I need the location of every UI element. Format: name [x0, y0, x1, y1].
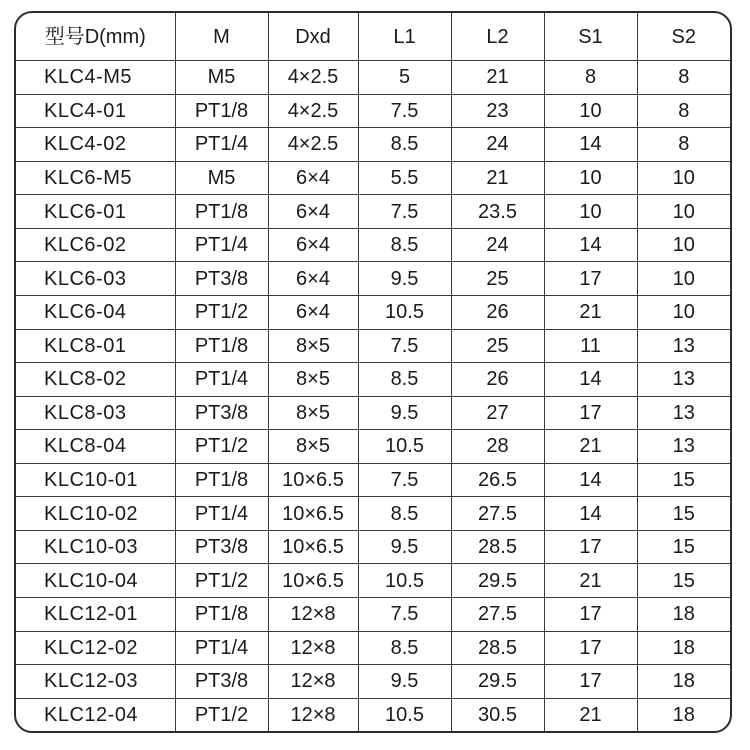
cell-dxd: 6×4	[268, 262, 358, 296]
cell-s1: 10	[544, 161, 637, 195]
cell-dxd: 10×6.5	[268, 463, 358, 497]
cell-model: KLC8-03	[16, 396, 175, 430]
cell-m: PT1/8	[175, 195, 268, 229]
cell-l1: 9.5	[358, 262, 451, 296]
cell-s2: 10	[637, 161, 730, 195]
cell-model: KLC4-01	[16, 94, 175, 128]
cell-l2: 27.5	[451, 598, 544, 632]
cell-l2: 28.5	[451, 631, 544, 665]
cell-s2: 15	[637, 463, 730, 497]
table-row	[16, 463, 730, 497]
cell-s2: 8	[637, 128, 730, 162]
cell-l1: 8.5	[358, 631, 451, 665]
cell-s2: 13	[637, 363, 730, 397]
cell-s1: 14	[544, 228, 637, 262]
cell-model: KLC10-01	[16, 463, 175, 497]
cell-s1: 14	[544, 497, 637, 531]
cell-model: KLC6-M5	[16, 161, 175, 195]
cell-s1: 17	[544, 598, 637, 632]
table-row	[16, 295, 730, 329]
cell-l2: 25	[451, 329, 544, 363]
cell-m: PT1/4	[175, 363, 268, 397]
cell-dxd: 6×4	[268, 295, 358, 329]
cell-m: PT1/4	[175, 128, 268, 162]
table-row	[16, 396, 730, 430]
cell-s2: 15	[637, 530, 730, 564]
cell-s1: 17	[544, 665, 637, 699]
cell-m: PT1/4	[175, 228, 268, 262]
table-row	[16, 665, 730, 699]
cell-s2: 13	[637, 430, 730, 464]
table-row	[16, 161, 730, 195]
cell-s1: 17	[544, 262, 637, 296]
cell-l1: 8.5	[358, 497, 451, 531]
cell-l2: 28	[451, 430, 544, 464]
cell-model: KLC12-01	[16, 598, 175, 632]
cell-s2: 18	[637, 631, 730, 665]
cell-s1: 17	[544, 396, 637, 430]
cell-l1: 8.5	[358, 128, 451, 162]
cell-s2: 13	[637, 329, 730, 363]
cell-model: KLC4-02	[16, 128, 175, 162]
cell-l1: 7.5	[358, 463, 451, 497]
table-body	[16, 61, 730, 732]
cell-s2: 8	[637, 94, 730, 128]
header-m: M	[175, 13, 268, 61]
cell-l1: 7.5	[358, 195, 451, 229]
cell-dxd: 12×8	[268, 631, 358, 665]
cell-m: PT1/8	[175, 329, 268, 363]
cell-model: KLC6-03	[16, 262, 175, 296]
cell-m: PT1/2	[175, 295, 268, 329]
cell-l2: 26	[451, 295, 544, 329]
cell-l1: 5.5	[358, 161, 451, 195]
cell-s1: 10	[544, 94, 637, 128]
cell-model: KLC12-03	[16, 665, 175, 699]
cell-l1: 10.5	[358, 564, 451, 598]
cell-l1: 9.5	[358, 530, 451, 564]
table-row	[16, 497, 730, 531]
cell-s1: 21	[544, 698, 637, 731]
cell-dxd: 8×5	[268, 430, 358, 464]
cell-m: PT1/2	[175, 698, 268, 731]
cell-s1: 10	[544, 195, 637, 229]
cell-s2: 15	[637, 564, 730, 598]
cell-model: KLC8-02	[16, 363, 175, 397]
cell-s1: 21	[544, 295, 637, 329]
cell-l1: 9.5	[358, 665, 451, 699]
cell-s1: 8	[544, 61, 637, 95]
cell-dxd: 10×6.5	[268, 530, 358, 564]
cell-s2: 10	[637, 228, 730, 262]
cell-l1: 10.5	[358, 430, 451, 464]
cell-l2: 28.5	[451, 530, 544, 564]
cell-m: PT1/2	[175, 564, 268, 598]
cell-s1: 21	[544, 564, 637, 598]
cell-model: KLC6-02	[16, 228, 175, 262]
header-s1: S1	[544, 13, 637, 61]
cell-l2: 24	[451, 128, 544, 162]
cell-model: KLC10-03	[16, 530, 175, 564]
cell-l1: 10.5	[358, 295, 451, 329]
cell-dxd: 4×2.5	[268, 61, 358, 95]
cell-l2: 29.5	[451, 665, 544, 699]
cell-m: PT3/8	[175, 530, 268, 564]
cell-model: KLC6-01	[16, 195, 175, 229]
cell-m: M5	[175, 161, 268, 195]
cell-m: PT3/8	[175, 396, 268, 430]
table-row	[16, 329, 730, 363]
cell-m: PT1/8	[175, 463, 268, 497]
cell-s1: 11	[544, 329, 637, 363]
cell-model: KLC8-01	[16, 329, 175, 363]
cell-dxd: 8×5	[268, 329, 358, 363]
table-row	[16, 262, 730, 296]
cell-dxd: 12×8	[268, 698, 358, 731]
cell-l1: 8.5	[358, 363, 451, 397]
cell-model: KLC6-04	[16, 295, 175, 329]
cell-s2: 18	[637, 598, 730, 632]
cell-dxd: 6×4	[268, 228, 358, 262]
table-row	[16, 128, 730, 162]
table-row	[16, 698, 730, 731]
cell-m: M5	[175, 61, 268, 95]
header-s2: S2	[637, 13, 730, 61]
cell-dxd: 10×6.5	[268, 564, 358, 598]
cell-dxd: 10×6.5	[268, 497, 358, 531]
cell-m: PT3/8	[175, 665, 268, 699]
cell-dxd: 4×2.5	[268, 128, 358, 162]
cell-dxd: 12×8	[268, 665, 358, 699]
cell-l2: 24	[451, 228, 544, 262]
cell-l2: 30.5	[451, 698, 544, 731]
cell-l1: 9.5	[358, 396, 451, 430]
cell-s2: 18	[637, 665, 730, 699]
cell-dxd: 4×2.5	[268, 94, 358, 128]
cell-m: PT1/4	[175, 497, 268, 531]
spec-table-frame	[14, 11, 732, 733]
table-row	[16, 94, 730, 128]
cell-s2: 13	[637, 396, 730, 430]
table-row	[16, 61, 730, 95]
header-row	[16, 13, 730, 61]
cell-m: PT1/8	[175, 598, 268, 632]
cell-m: PT1/8	[175, 94, 268, 128]
cell-model: KLC12-04	[16, 698, 175, 731]
cell-s2: 10	[637, 262, 730, 296]
table-row	[16, 195, 730, 229]
cell-l2: 21	[451, 61, 544, 95]
cell-l1: 10.5	[358, 698, 451, 731]
cell-s2: 8	[637, 61, 730, 95]
cell-model: KLC12-02	[16, 631, 175, 665]
header-model: 型号D(mm)	[16, 13, 175, 61]
cell-model: KLC4-M5	[16, 61, 175, 95]
cell-s2: 10	[637, 295, 730, 329]
header-l1: L1	[358, 13, 451, 61]
cell-dxd: 6×4	[268, 195, 358, 229]
cell-s1: 14	[544, 463, 637, 497]
cell-l2: 23	[451, 94, 544, 128]
table-row	[16, 363, 730, 397]
cell-s2: 10	[637, 195, 730, 229]
cell-l1: 7.5	[358, 329, 451, 363]
cell-model: KLC10-02	[16, 497, 175, 531]
header-l2: L2	[451, 13, 544, 61]
cell-model: KLC8-04	[16, 430, 175, 464]
table-row	[16, 430, 730, 464]
cell-l1: 5	[358, 61, 451, 95]
cell-l2: 26.5	[451, 463, 544, 497]
table-row	[16, 598, 730, 632]
cell-m: PT1/4	[175, 631, 268, 665]
table-row	[16, 530, 730, 564]
cell-l2: 26	[451, 363, 544, 397]
spec-table	[16, 13, 730, 731]
cell-model: KLC10-04	[16, 564, 175, 598]
cell-l1: 7.5	[358, 94, 451, 128]
cell-s1: 14	[544, 128, 637, 162]
cell-s1: 17	[544, 530, 637, 564]
cell-s2: 15	[637, 497, 730, 531]
cell-s2: 18	[637, 698, 730, 731]
cell-m: PT1/2	[175, 430, 268, 464]
cell-l2: 23.5	[451, 195, 544, 229]
cell-s1: 14	[544, 363, 637, 397]
cell-l2: 29.5	[451, 564, 544, 598]
cell-dxd: 12×8	[268, 598, 358, 632]
cell-dxd: 6×4	[268, 161, 358, 195]
table-row	[16, 564, 730, 598]
cell-l2: 25	[451, 262, 544, 296]
cell-l2: 27	[451, 396, 544, 430]
cell-s1: 21	[544, 430, 637, 464]
header-dxd: Dxd	[268, 13, 358, 61]
cell-l1: 7.5	[358, 598, 451, 632]
table-row	[16, 631, 730, 665]
cell-l2: 27.5	[451, 497, 544, 531]
cell-s1: 17	[544, 631, 637, 665]
table-row	[16, 228, 730, 262]
cell-dxd: 8×5	[268, 396, 358, 430]
cell-l1: 8.5	[358, 228, 451, 262]
cell-l2: 21	[451, 161, 544, 195]
cell-dxd: 8×5	[268, 363, 358, 397]
cell-m: PT3/8	[175, 262, 268, 296]
